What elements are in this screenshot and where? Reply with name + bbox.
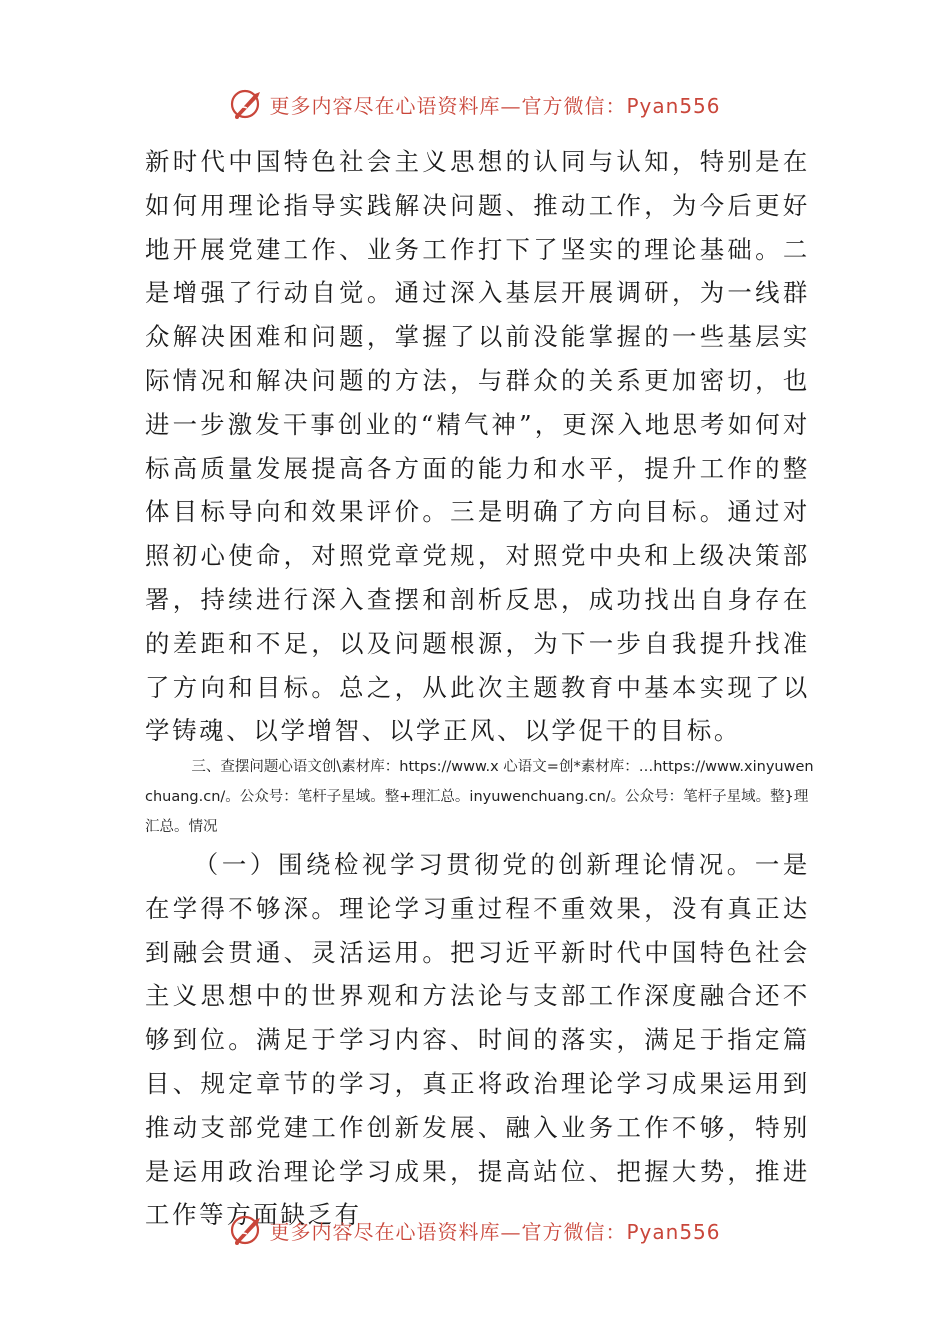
paragraph-text: 新时代中国特色社会主义思想的认同与认知，特别是在如何用理论指导实践解决问题、推动工作，为今后更好地开展党建工作、业务工作打下了坚实的理论基础。二是增强了行动自觉。通过深入基层开展调研，为一线群众解决困难和问题，掌握了以前没能掌握的一些基层实际情况和解决问题的方法，与群众的关系更加密切，也进一步激发干事创业的“精气神”，更深入地思考如何对标高质量发展提高各方面的能力和水平，提升工作的整体目标导向和效果评价。三是明确了方向目标。通过对照初心使命，对照党章党规，对照党中央和上级决策部署，持续进行深入查摆和剖析反思，成功找出自身存在的差距和不足，以及问题根源，为下一步自我提升找准了方向和目标。总之，从此次主题教育中基本实现了以学铸魂、以学增智、以学正风、以学促干的目标。 xyxy=(145,147,810,746)
banner-caption: 更多内容尽在心语资料库—官方微信： xyxy=(269,1219,627,1244)
body-paragraph-2 xyxy=(145,843,810,1237)
header-banner xyxy=(0,84,950,124)
footer-banner xyxy=(0,1210,950,1250)
wechat-id: Pyan556 xyxy=(626,93,721,118)
section-heading-three: 三、查摆问题心语文创\素材库：https://www.x 心语文=创*素材库：…https://www.xinyuwenchuang.cn/。公众号：笔杆子星域。整+理汇总。inyuwenchuang.cn/。公众号：笔杆子星域。整}理汇总。情况 xyxy=(145,759,814,835)
banner-text xyxy=(269,1216,720,1245)
pen-logo-icon xyxy=(229,1212,265,1248)
banner-text xyxy=(269,90,720,119)
pen-logo-icon xyxy=(229,86,265,122)
banner-caption: 更多内容尽在心语资料库—官方微信： xyxy=(269,93,627,118)
body-paragraph-1 xyxy=(145,140,810,753)
wechat-id: Pyan556 xyxy=(626,1219,721,1244)
paragraph-text: （一）围绕检视学习贯彻党的创新理论情况。一是在学得不够深。理论学习重过程不重效果，没有真正达到融会贯通、灵活运用。把习近平新时代中国特色社会主义思想中的世界观和方法论与支部工作深度融合还不够到位。满足于学习内容、时间的落实，满足于指定篇目、规定章节的学习，真正将政治理论学习成果运用到推动支部党建工作创新发展、融入业务工作不够，特别是运用政治理论学习成果，提高站位、把握大势，推进工作等方面缺乏有 xyxy=(145,850,810,1230)
